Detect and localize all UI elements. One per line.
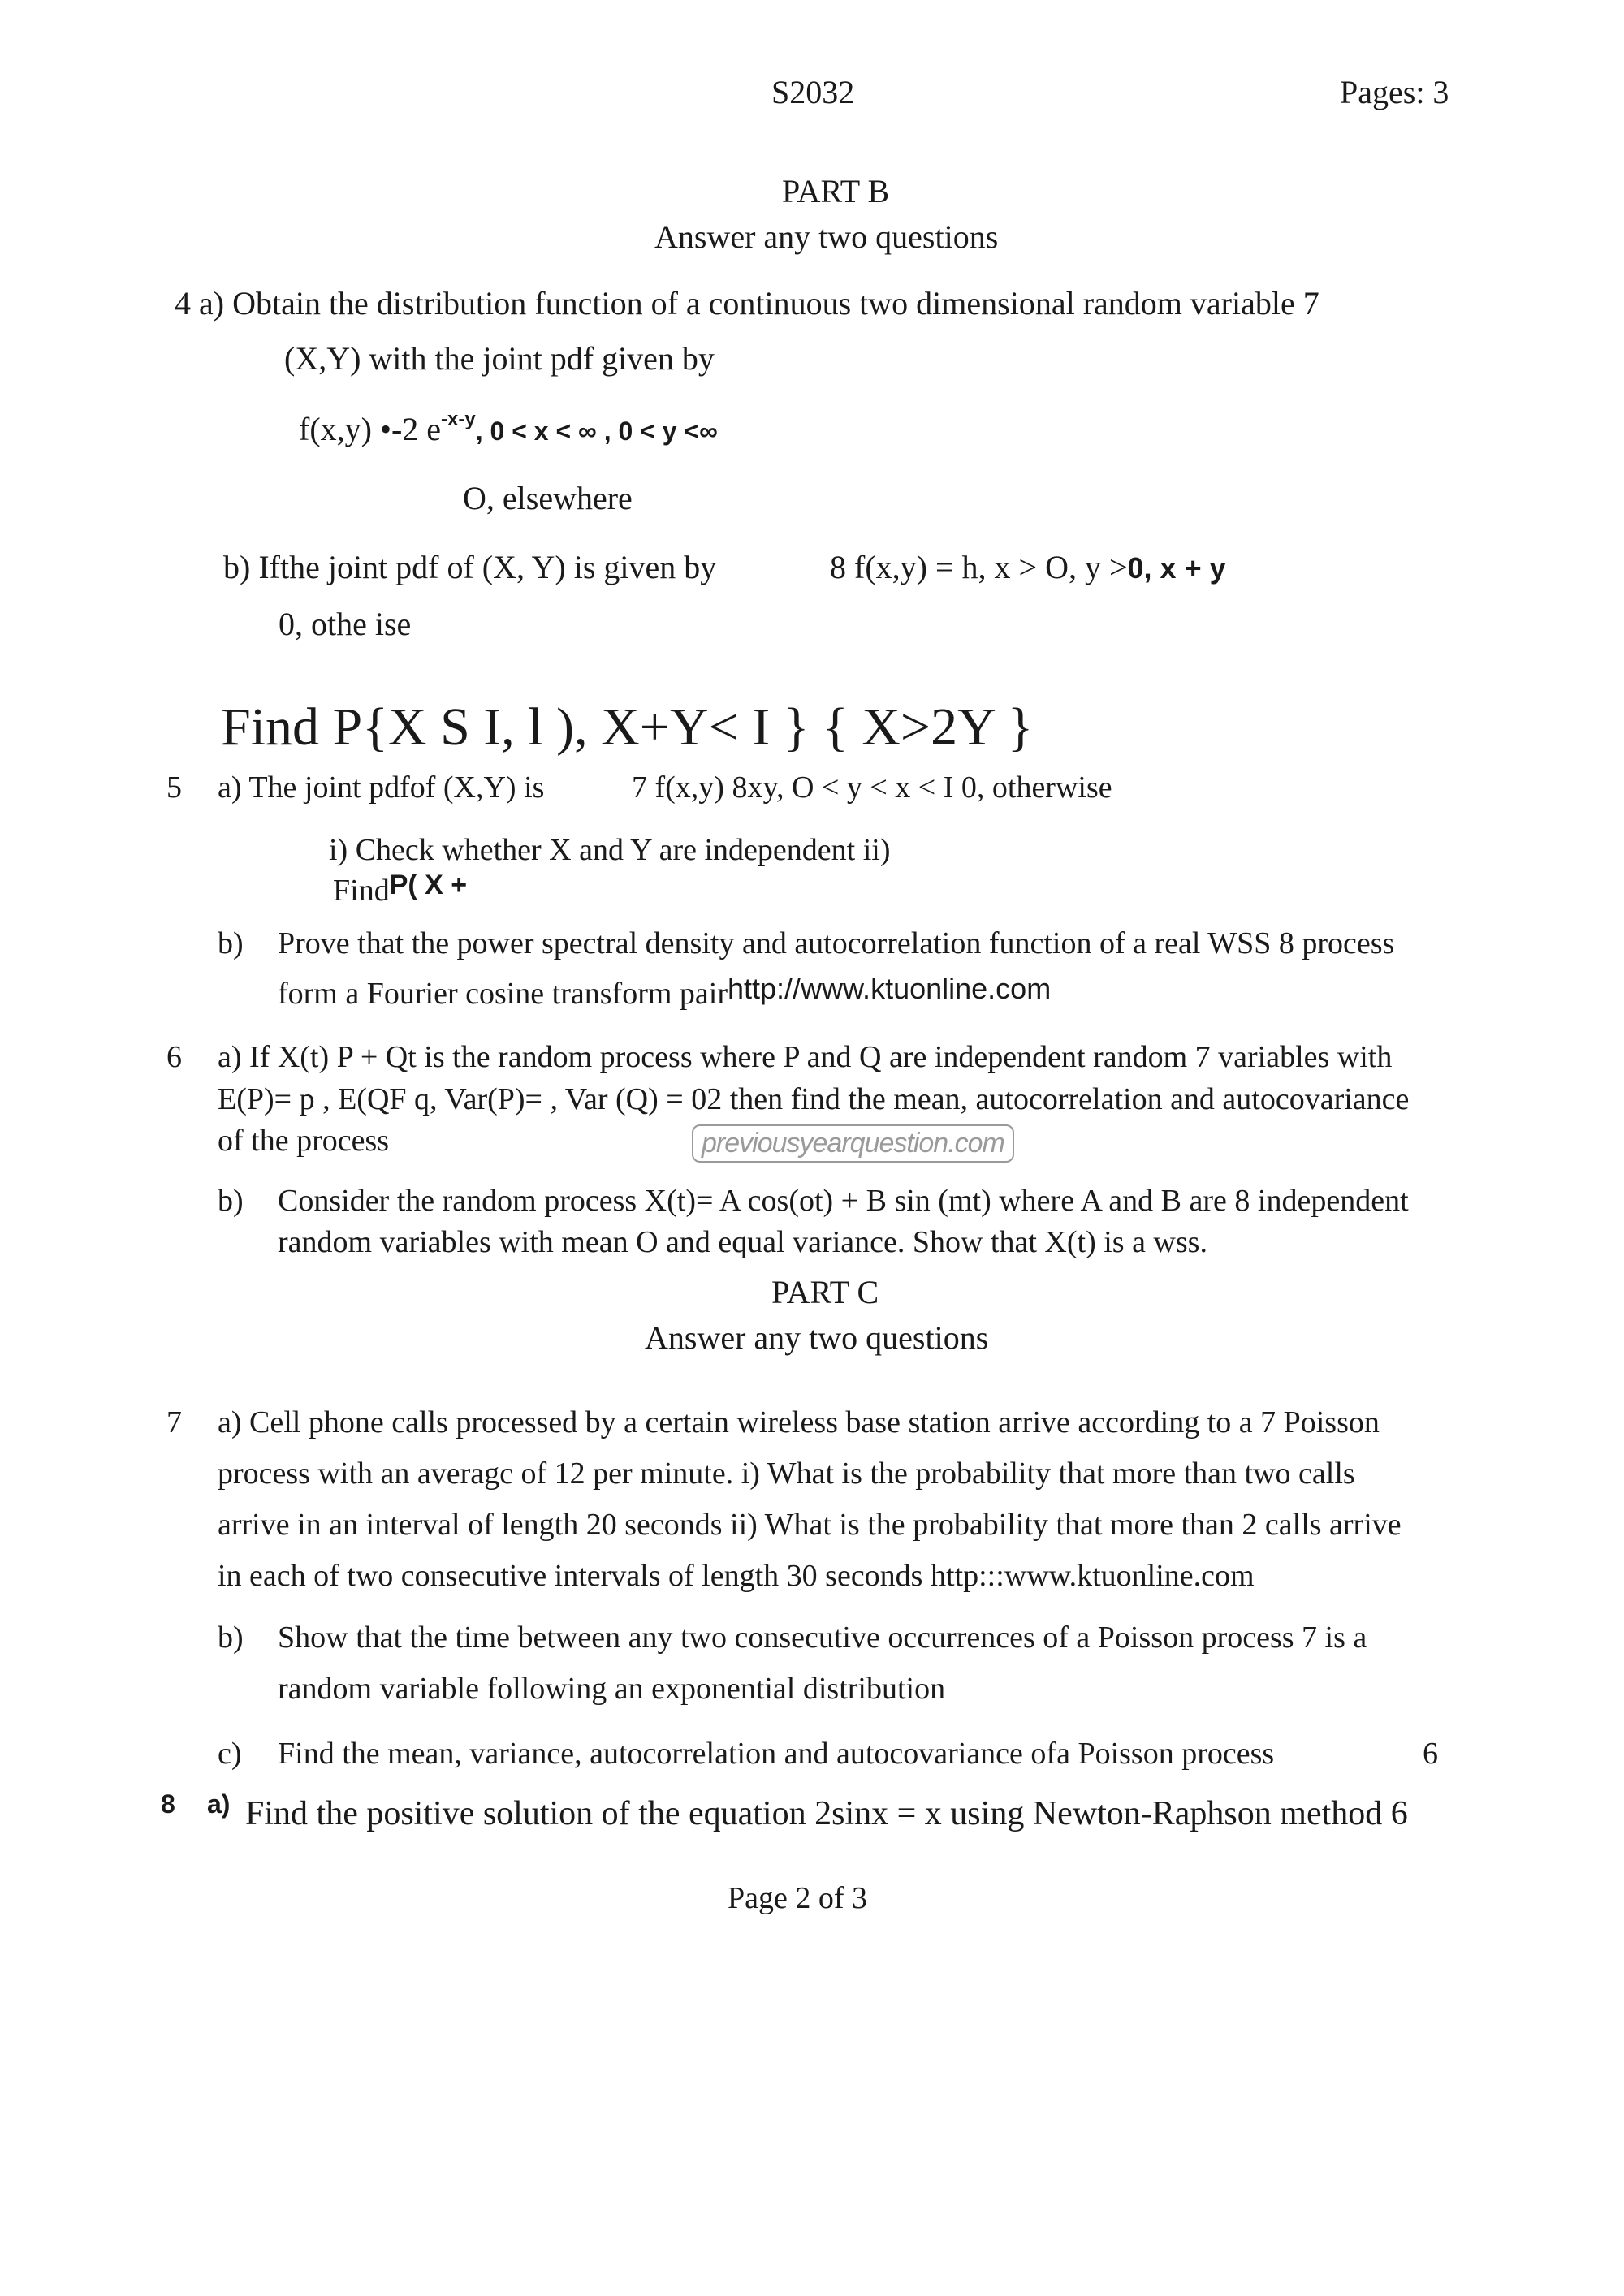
q4b-line1: b) Ifthe joint pdf of (X, Y) is given by: [223, 549, 717, 585]
q5a-part-i: i) Check whether X and Y are independent ii): [329, 833, 891, 867]
q8a-label: a): [207, 1789, 231, 1819]
q7c-marks: 6: [1423, 1737, 1438, 1771]
part-b-instruction: Answer any two questions: [654, 218, 999, 255]
q5b-line1: Prove that the power spectral density and autocorrelation function of a real WSS 8 process: [278, 926, 1395, 960]
q4b-find: Find P{X S I, l ), X+Y< I } { X>2Y }: [221, 697, 1034, 757]
q5b-link[interactable]: http://www.ktuonline.com: [728, 972, 1052, 1005]
q7a-line2: process with an averagc of 12 per minute. i) What is the probability that more than two calls: [218, 1457, 1355, 1491]
q4a-elsewhere: O, elsewhere: [463, 480, 633, 516]
q4a-eq-exponent: -x-y: [441, 408, 476, 430]
q7a-line3: arrive in an interval of length 20 seconds ii) What is the probability that more than 2 calls arrive: [218, 1508, 1402, 1542]
q5-number: 5: [166, 770, 182, 805]
q7a-line4: in each of two consecutive intervals of length 30 seconds http:::www.ktuonline.com: [218, 1559, 1255, 1593]
q7b-label: b): [218, 1621, 244, 1655]
q7c-label: c): [218, 1737, 242, 1771]
q7-number: 7: [166, 1405, 182, 1439]
q4b-otherwise: 0, othe ise: [279, 606, 412, 642]
q6a-line3: of the process: [218, 1124, 390, 1158]
q4b-eq-bold: 0, x + y: [1127, 551, 1226, 585]
q7a-line1: a) Cell phone calls processed by a certain wireless base station arrive according to a 7 Poisson: [218, 1405, 1380, 1439]
q4a-line1: 4 a) Obtain the distribution function of a continuous two dimensional random variable 7: [175, 285, 1320, 322]
q5a-find-bold: P( X +: [389, 870, 468, 900]
q6a-line1: a) If X(t) P + Qt is the random process where P and Q are independent random 7 variables with: [218, 1040, 1393, 1074]
q5a-find-word: Find: [333, 874, 390, 908]
part-b-title: PART B: [782, 173, 890, 209]
q4b-eq-text: 8 f(x,y) = h, x > O, y >: [830, 549, 1128, 585]
q4a-eq-rhs: , 0 < x < ∞ , 0 < y <∞: [475, 416, 718, 446]
q6a-line2: E(P)= p , E(QF q, Var(P)= , Var (Q) = 02 then find the mean, autocorrelation and autocovariance: [218, 1082, 1410, 1116]
q7b-line1: Show that the time between any two consecutive occurrences of a Poisson process 7 is a: [278, 1621, 1367, 1655]
q6-number: 6: [166, 1040, 182, 1074]
q6b-line1: Consider the random process X(t)= A cos(ot) + B sin (mt) where A and B are 8 independent: [278, 1184, 1409, 1218]
q4a-eq-lhs: f(x,y) •-2 e: [299, 411, 442, 447]
q8a-line: Find the positive solution of the equation 2sinx = x using Newton-Raphson method 6: [245, 1795, 1408, 1832]
q6b-label: b): [218, 1184, 244, 1218]
q8-number: 8: [161, 1789, 175, 1819]
q5a-line: a) The joint pdfof (X,Y) is: [218, 770, 545, 805]
part-c-instruction: Answer any two questions: [645, 1319, 989, 1356]
q5b-label: b): [218, 926, 244, 960]
q7b-line2: random variable following an exponential distribution: [278, 1672, 946, 1706]
q5a-find: [333, 870, 468, 908]
q4a-equation: [299, 410, 718, 448]
q4b-equation: [830, 548, 1226, 586]
part-c-title: PART C: [771, 1274, 879, 1310]
q7c-line: Find the mean, variance, autocorrelation and autocovariance ofa Poisson process: [278, 1737, 1275, 1771]
paper-code: S2032: [771, 74, 855, 110]
page-footer: Page 2 of 3: [728, 1881, 868, 1915]
q4a-line2: (X,Y) with the joint pdf given by: [284, 340, 715, 377]
q6b-line2: random variables with mean O and equal variance. Show that X(t) is a wss.: [278, 1225, 1207, 1259]
watermark-logo: previousyearquestion.com: [692, 1124, 1014, 1163]
q5b-line2: [278, 972, 1052, 1012]
page-count: Pages: 3: [1340, 74, 1449, 110]
q5b-line2-text: form a Fourier cosine transform pair: [278, 977, 728, 1011]
q5a-equation: 7 f(x,y) 8xy, O < y < x < I 0, otherwise: [632, 770, 1112, 805]
